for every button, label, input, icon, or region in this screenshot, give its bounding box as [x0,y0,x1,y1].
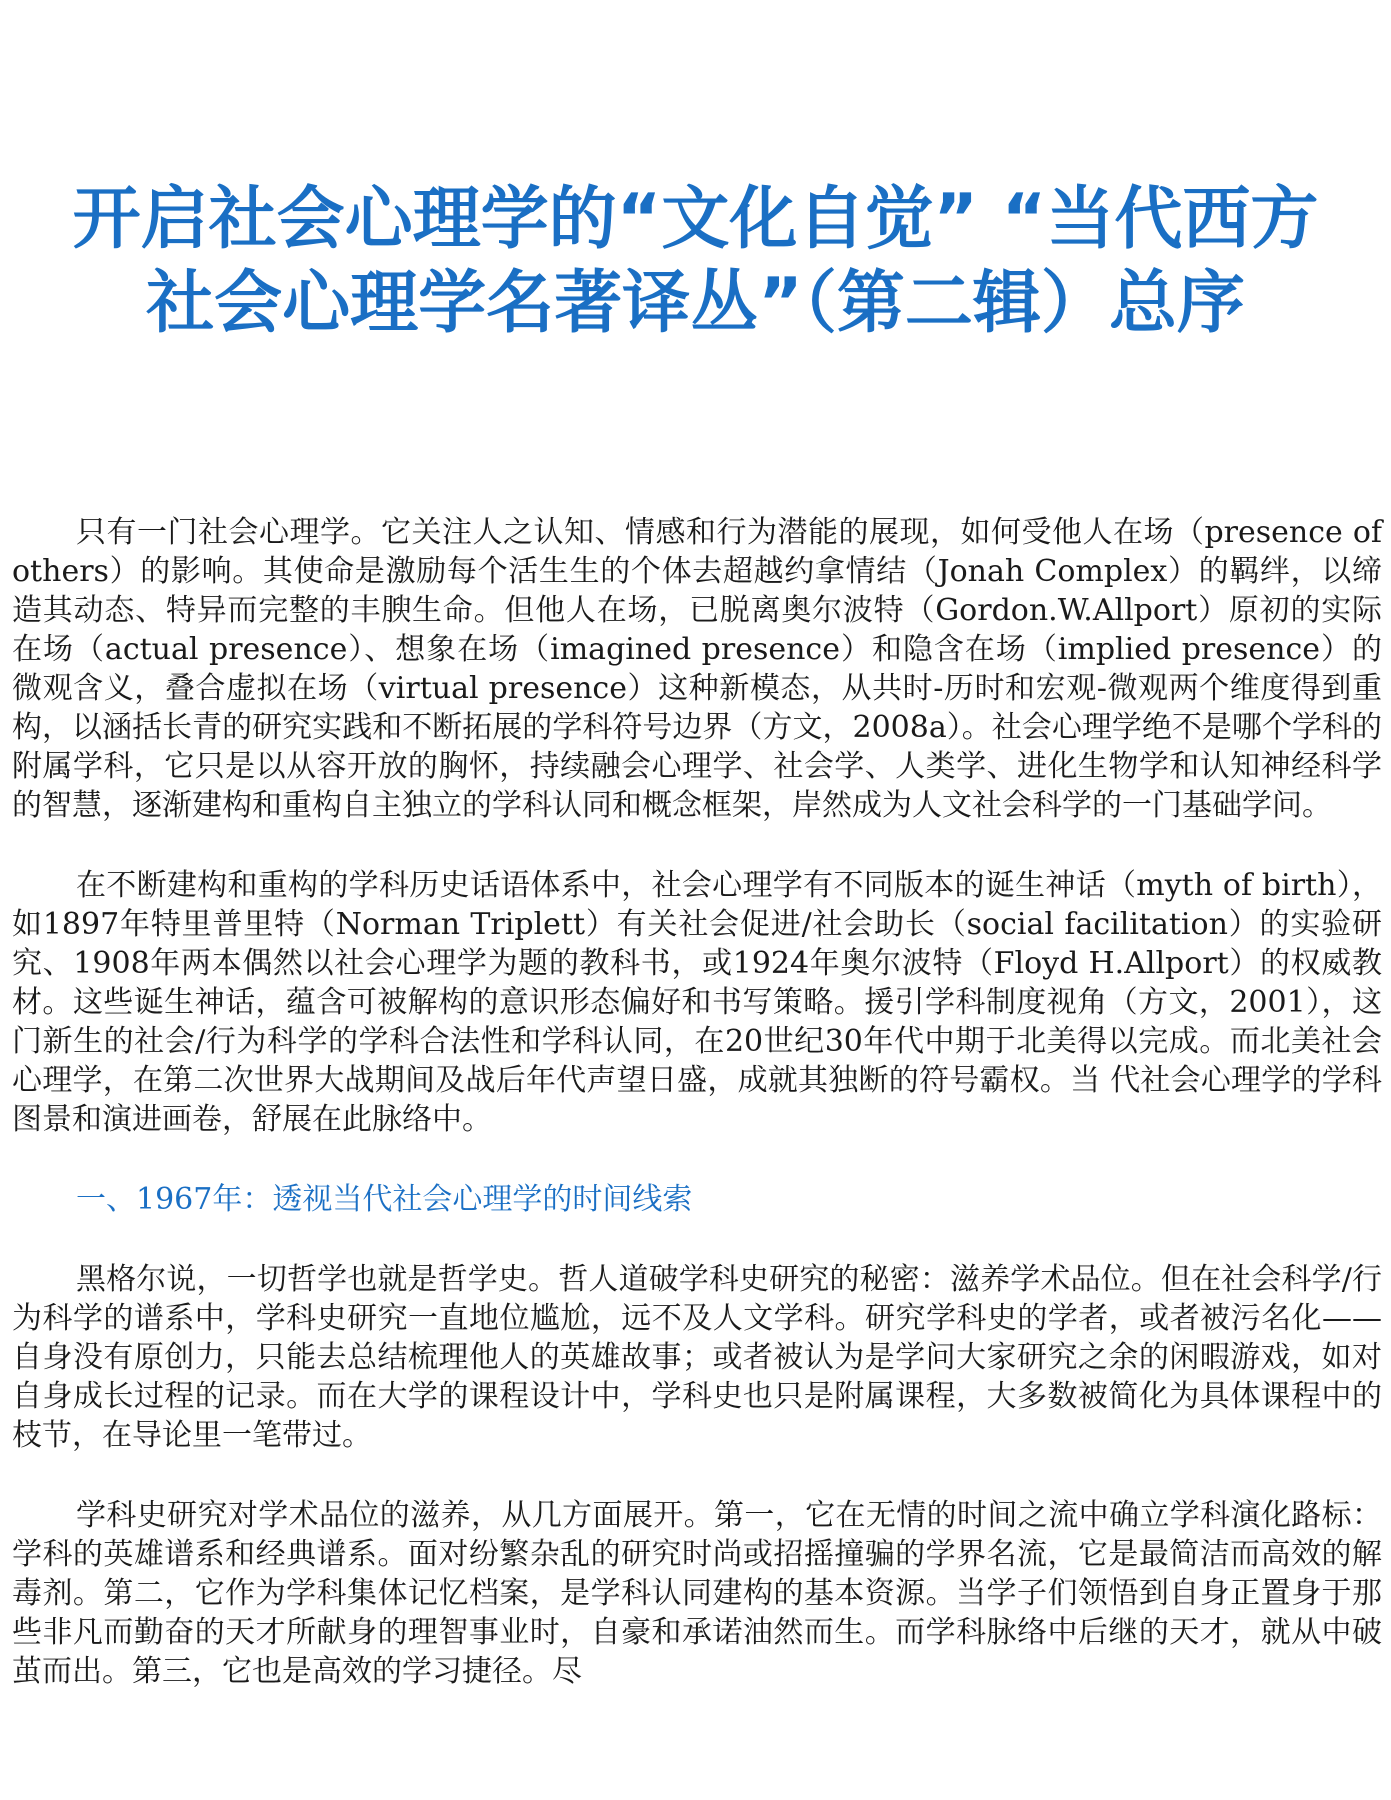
section-heading: 一、1967年：透视当代社会心理学的时间线索 [76,1182,693,1217]
paragraph: 在不断建构和重构的学科历史话语体系中，社会心理学有不同版本的诞生神话（myth of birth），如1897年特里普里特（Norman Triplett）有关社会促进/社会助长（social facilitation）的实验研究、1908年两本偶然以社会心理学为题的教科书，或1924年奥尔波特（Floyd H.Allport）的权威教材。这些诞生神话，蕴含可被解构的意识形态偏好和书写策略。援引学科制度视角（方文，2001），这门新生的社会/行为科学的学科合法性和学科认同，在20世纪30年代中期于北美得以完成。而北美社会心理学，在第二次世界大战期间及战后年代声望日盛，成就其独断的符号霸权。当 代社会心理学的学科图景和演进画卷，舒展在此脉络中。 [12,868,1382,1137]
document-body [12,513,1382,1691]
page-title [0,178,1391,346]
paragraph: 学科史研究对学术品位的滋养，从几方面展开。第一，它在无情的时间之流中确立学科演化路标：学科的英雄谱系和经典谱系。面对纷繁杂乱的研究时尚或招摇撞骗的学界名流，它是最简洁而高效的解毒剂。第二，它作为学科集体记忆档案，是学科认同建构的基本资源。当学子们领悟到自身正置身于那些非凡而勤奋的天才所献身的理智事业时，自豪和承诺油然而生。而学科脉络中后继的天才，就从中破茧而出。第三，它也是高效的学习捷径。尽 [12,1498,1382,1689]
paragraph: 只有一门社会心理学。它关注人之认知、情感和行为潜能的展现，如何受他人在场（presence of others）的影响。其使命是激励每个活生生的个体去超越约拿情结（Jonah Complex）的羁绊，以缔造其动态、特异而完整的丰腴生命。但他人在场，已脱离奥尔波特（Gordon.W.Allport）原初的实际在场（actual presence）、想象在场（imagined presence）和隐含在场（implied presence）的微观含义，叠合虚拟在场（virtual presence）这种新模态，从共时-历时和宏观-微观两个维度得到重构，以涵括长青的研究实践和不断拓展的学科符号边界（方文，2008a）。社会心理学绝不是哪个学科的附属学科，它只是以从容开放的胸怀，持续融会心理学、社会学、人类学、进化生物学和认知神经科学的智慧，逐渐建构和重构自主独立的学科认同和概念框架，岸然成为人文社会科学的一门基础学问。 [12,515,1382,823]
title-line-2: 社会心理学名著译丛”（第二辑）总序 [146,264,1245,343]
paragraph: 黑格尔说，一切哲学也就是哲学史。哲人道破学科史研究的秘密：滋养学术品位。但在社会科学/行为科学的谱系中，学科史研究一直地位尴尬，远不及人文学科。研究学科史的学者，或者被污名化——自身没有原创力，只能去总结梳理他人的英雄故事；或者被认为是学问大家研究之余的闲暇游戏，如对自身成长过程的记录。而在大学的课程设计中，学科史也只是附属课程，大多数被简化为具体课程中的枝节，在导论里一笔带过。 [12,1262,1382,1453]
title-line-1: 开启社会心理学的“文化自觉” “当代西方 [72,180,1319,259]
